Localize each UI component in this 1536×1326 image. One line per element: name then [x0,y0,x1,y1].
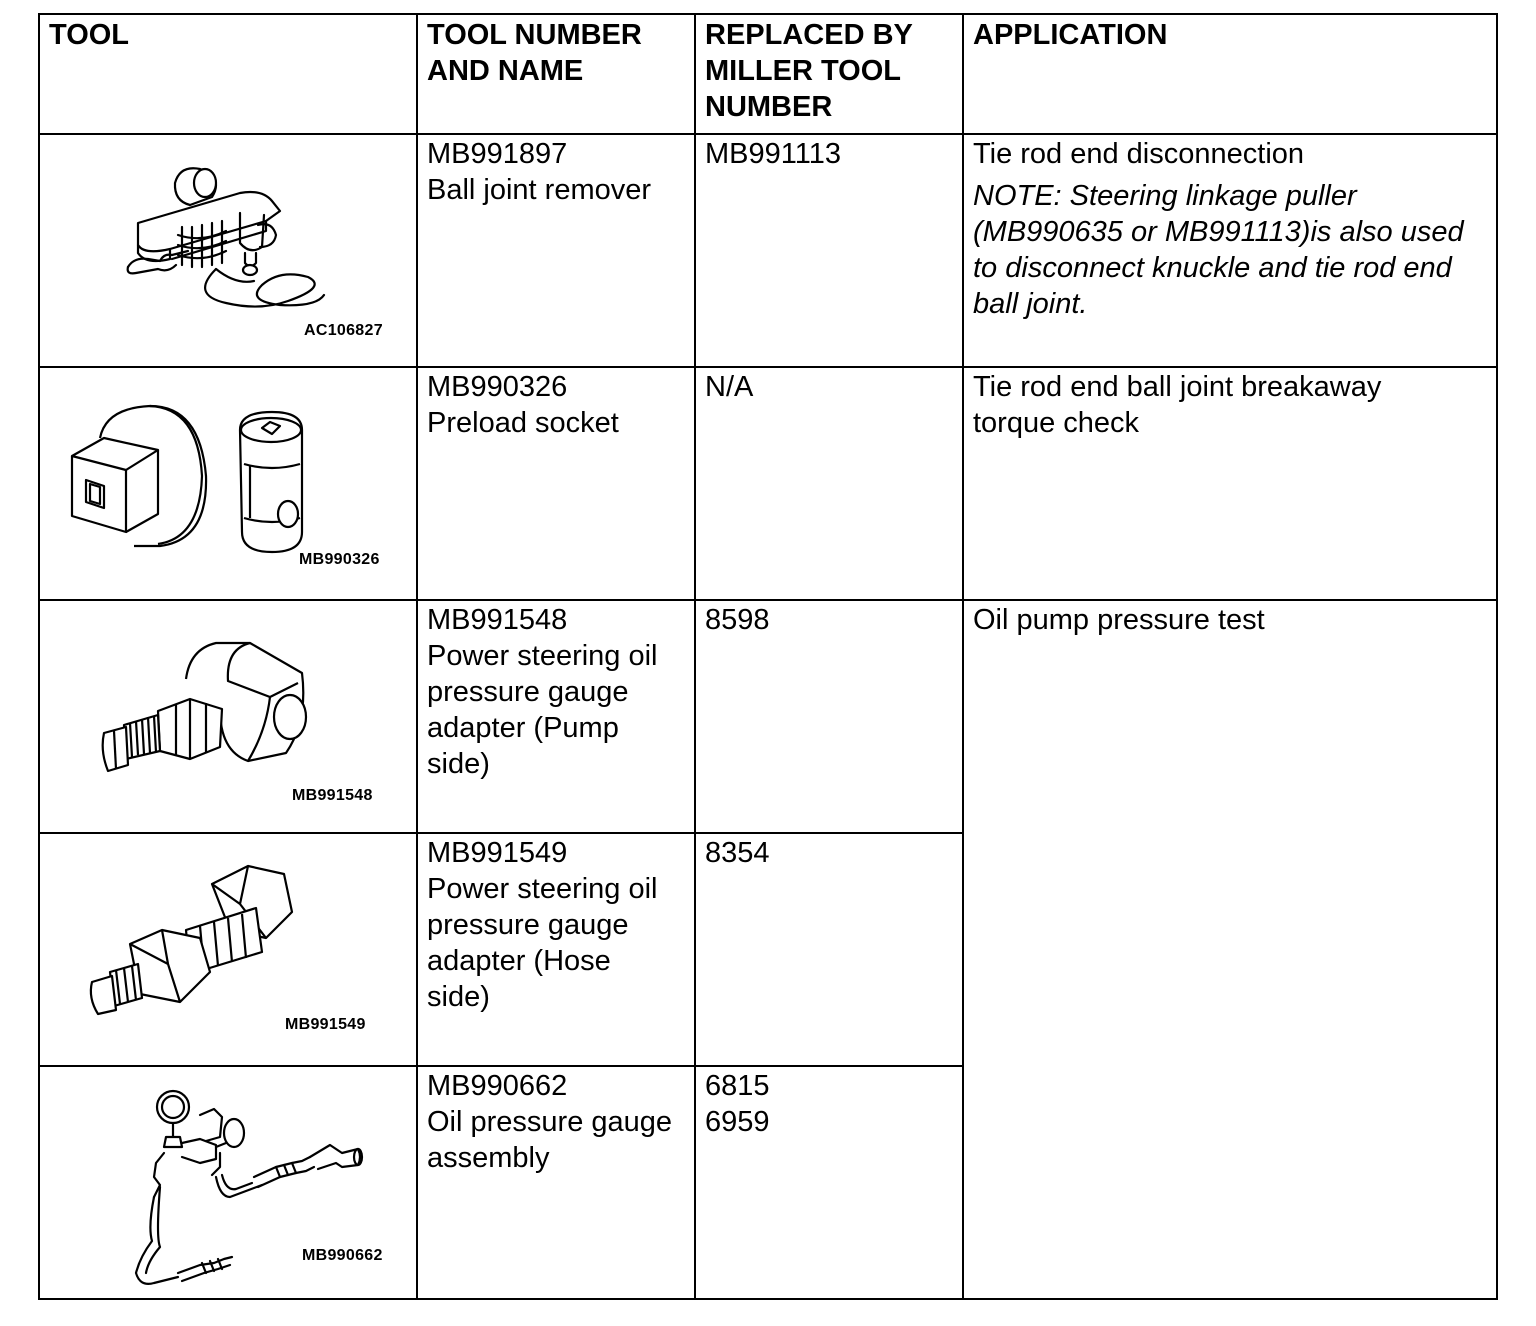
tool-number-and-name-cell: MB990662 Oil pressure gauge assembly [417,1066,695,1299]
table-row [39,367,1497,600]
tool-name: Oil pressure gauge [427,1106,673,1138]
header-application: APPLICATION [963,14,1497,134]
tool-number-and-name-cell [417,367,695,600]
tool-number-and-name-cell: MB991549 Power steering oil pressure gauge adapter (Hose side) [417,833,695,1066]
figure-label: MB990662 [302,1247,383,1264]
tool-number: MB991549 [427,837,568,869]
tool-name: Ball joint remover [427,174,652,206]
application-note: NOTE: Steering linkage puller (MB990635 or MB991113)is also used to disconnect knuckle and tie rod end ball joint. [973,180,1464,320]
tool-number: MB991548 [427,604,568,636]
oil-pressure-gauge-assembly-illustration [40,1067,418,1300]
application-cell: Tie rod end disconnection NOTE: Steering linkage puller (MB990635 or MB991113)is also used to disconnect knuckle and tie rod end ball joint. [963,134,1497,367]
application-cell: Tie rod end ball joint breakaway torque check [963,367,1497,600]
replaced-by-cell: 8354 [695,833,963,1066]
figure-label: MB991548 [292,787,373,804]
figure-label: MB990326 [299,551,380,568]
tool-image-cell [39,600,417,833]
tool-name: Preload socket [427,407,619,439]
table-row [39,600,1497,833]
table-row [39,134,1497,367]
table-header-row [39,14,1497,134]
tool-number: MB990662 [427,1070,568,1102]
tool-name: Power steering oil [427,873,658,905]
tool-number-and-name-cell [417,134,695,367]
application-cell: Oil pump pressure test [963,600,1497,1299]
header-tool: TOOL [39,14,417,134]
tool-image-cell [39,833,417,1066]
tool-image-cell [39,1066,417,1299]
replaced-by-cell: 8598 [695,600,963,833]
tool-number: MB991897 [427,138,568,170]
header-tool-number-and-name: TOOL NUMBER AND NAME [417,14,695,134]
figure-label: AC106827 [304,322,383,339]
figure-label: MB991549 [285,1016,366,1033]
special-tools-document [38,13,1496,1300]
tool-name: Power steering oil [427,640,658,672]
tool-image-cell [39,367,417,600]
tool-number-and-name-cell: MB991548 Power steering oil pressure gauge adapter (Pump side) [417,600,695,833]
replaced-by-cell: 6815 6959 [695,1066,963,1299]
special-tools-table [38,13,1498,1300]
header-replaced-by: REPLACED BY MILLER TOOL NUMBER [695,14,963,134]
tool-number: MB990326 [427,371,568,403]
replaced-by-cell: MB991113 [695,134,963,367]
tool-image-cell [39,134,417,367]
replaced-by-cell: N/A [695,367,963,600]
